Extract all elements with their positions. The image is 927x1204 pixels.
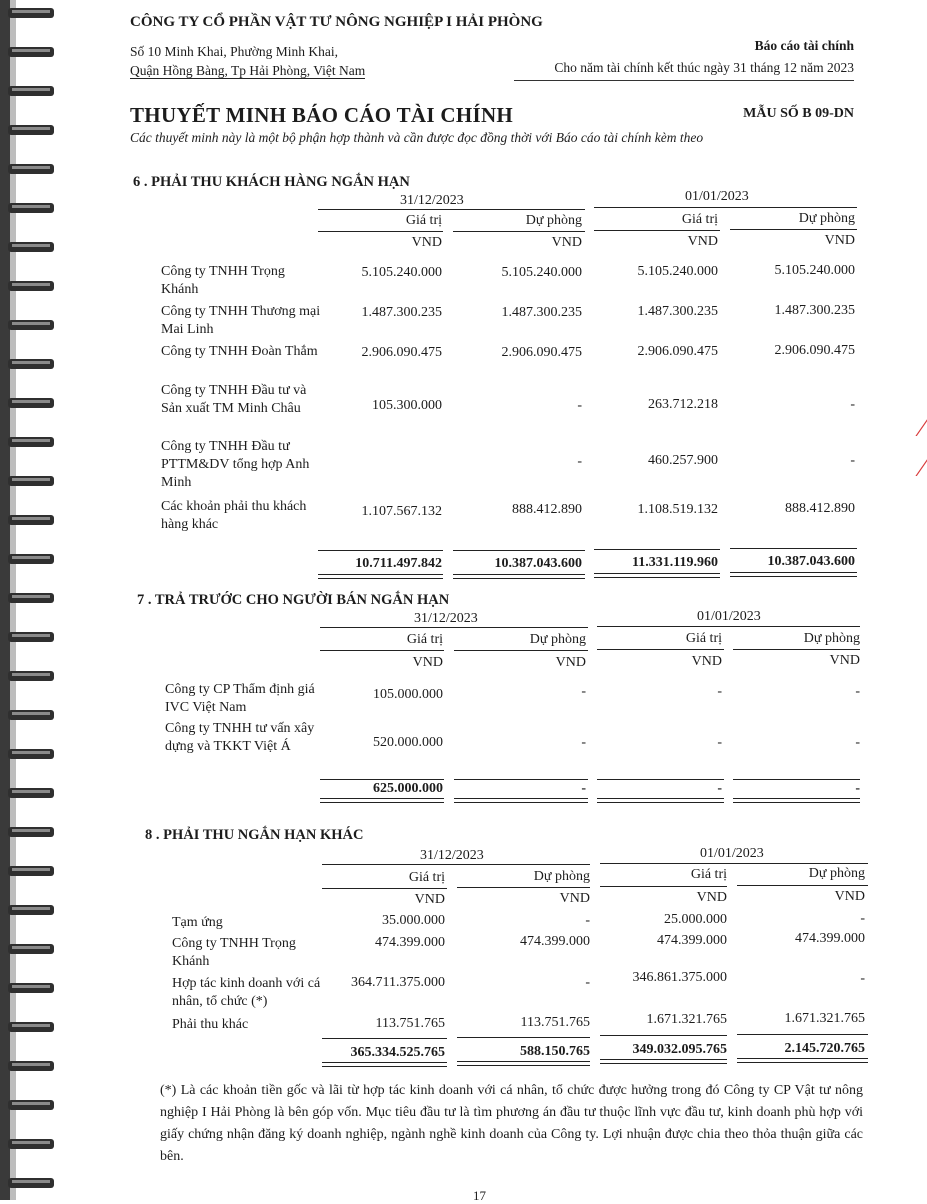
s6-row-value1: 1.107.567.132 <box>361 504 442 519</box>
s7-row-provision2: - <box>855 735 860 750</box>
s7-row-value1: 105.000.000 <box>373 687 443 702</box>
s8-total-double-rule <box>600 1059 727 1064</box>
s8-col-provision1: Dự phòng <box>533 869 590 884</box>
s6-row-value2: 2.906.090.475 <box>637 344 718 359</box>
s8-total-double-rule <box>457 1061 590 1066</box>
s7-total-value1: 625.000.000 <box>373 781 443 796</box>
s6-unit4: VND <box>824 233 855 248</box>
s6-unit2: VND <box>551 235 582 250</box>
s6-col-provision1: Dự phòng <box>525 213 582 228</box>
s8-total-provision2: 2.145.720.765 <box>784 1041 865 1056</box>
s6-total-rule <box>730 548 857 549</box>
s6-row-provision2: 888.412.890 <box>785 501 855 516</box>
s6-date2-rule <box>594 207 857 208</box>
s7-unit3: VND <box>691 654 722 669</box>
s8-total-double-rule <box>322 1062 447 1067</box>
report-title: Báo cáo tài chính <box>754 38 854 53</box>
red-ink-mark-icon: ⁄ <box>920 412 925 443</box>
s6-row-provision1: 5.105.240.000 <box>501 265 582 280</box>
s6-col-provision2: Dự phòng <box>798 211 855 226</box>
s8-row-provision2: - <box>860 971 865 986</box>
s7-unit4: VND <box>829 653 860 668</box>
s7-col-value1: Giá trị <box>406 632 443 647</box>
s6-row-label: Các khoản phải thu khách hàng khác <box>161 499 307 532</box>
s7-total-provision1: - <box>581 781 586 796</box>
s8-head-rule <box>457 887 590 888</box>
s8-row-provision1: 474.399.000 <box>520 934 590 949</box>
s7-row-provision1: - <box>581 684 586 699</box>
s7-total-double-rule <box>733 798 860 803</box>
s6-row-provision1: 1.487.300.235 <box>501 305 582 320</box>
s8-total-rule <box>322 1038 447 1039</box>
s8-total-provision1: 588.150.765 <box>520 1044 590 1059</box>
section-6-title: 6 . PHẢI THU KHÁCH HÀNG NGẮN HẠN <box>133 174 410 190</box>
s7-total-rule <box>733 779 860 780</box>
s8-row-value1: 113.751.765 <box>375 1016 445 1031</box>
s6-row-provision1: 888.412.890 <box>512 502 582 517</box>
company-address-line1: Số 10 Minh Khai, Phường Minh Khai, <box>130 44 338 59</box>
s7-col-value2: Giá trị <box>685 631 722 646</box>
s8-total-value2: 349.032.095.765 <box>632 1042 727 1057</box>
s6-total-value2: 11.331.119.960 <box>632 555 718 570</box>
s7-row-provision2: - <box>855 684 860 699</box>
s8-date1-rule <box>322 864 590 865</box>
s8-unit3: VND <box>696 890 727 905</box>
s8-row-value2: 25.000.000 <box>664 912 727 927</box>
s6-row-value2: 1.487.300.235 <box>637 304 718 319</box>
s8-row-provision1: 113.751.765 <box>520 1015 590 1030</box>
s6-col-value2: Giá trị <box>681 212 718 227</box>
s6-head-rule <box>453 231 585 232</box>
s6-row-value2: 263.712.218 <box>648 397 718 412</box>
s7-head-rule <box>454 650 588 651</box>
s8-total-rule <box>737 1034 868 1035</box>
s6-col-value1: Giá trị <box>405 213 442 228</box>
s8-date2: 01/01/2023 <box>700 846 764 861</box>
s7-total-double-rule <box>320 798 444 803</box>
s8-row-value2: 346.861.375.000 <box>632 970 727 985</box>
s7-total-double-rule <box>454 798 588 803</box>
s6-row-provision2: 5.105.240.000 <box>774 263 855 278</box>
s8-col-value1: Giá trị <box>408 870 445 885</box>
s6-total-rule <box>453 550 585 551</box>
s6-row-provision1: 2.906.090.475 <box>501 345 582 360</box>
s8-col-provision2: Dự phòng <box>808 866 865 881</box>
s6-row-value1: 5.105.240.000 <box>361 265 442 280</box>
s7-date2: 01/01/2023 <box>697 609 761 624</box>
s6-row-label: Công ty TNHH Thương mại Mai Linh <box>161 304 321 337</box>
s8-unit4: VND <box>834 889 865 904</box>
s7-date1: 31/12/2023 <box>414 611 478 626</box>
s7-head-rule <box>733 649 860 650</box>
s6-date1-rule <box>318 209 585 210</box>
s7-row-value2: - <box>717 684 722 699</box>
s7-unit2: VND <box>555 655 586 670</box>
s7-head-rule <box>597 649 724 650</box>
s6-total-double-rule <box>453 574 585 579</box>
s6-row-provision2: 1.487.300.235 <box>774 303 855 318</box>
s6-total-double-rule <box>318 574 443 579</box>
s6-row-provision1: - <box>577 398 582 413</box>
s6-row-label: Công ty TNHH Trọng Khánh <box>161 264 285 297</box>
s6-row-value2: 460.257.900 <box>648 453 718 468</box>
s8-date2-rule <box>600 863 868 864</box>
s8-row-provision2: 474.399.000 <box>795 931 865 946</box>
s6-row-label: Công ty TNHH Đoàn Thắm <box>161 344 318 359</box>
s6-row-value1: 105.300.000 <box>372 398 442 413</box>
s8-total-rule <box>457 1037 590 1038</box>
s6-unit3: VND <box>687 234 718 249</box>
s6-total-double-rule <box>594 573 720 578</box>
s7-total-rule <box>454 779 588 780</box>
s7-total-rule <box>320 779 444 780</box>
s6-row-provision2: - <box>850 453 855 468</box>
s7-head-rule <box>320 650 444 651</box>
company-address-line2: Quận Hồng Bàng, Tp Hải Phòng, Việt Nam <box>130 63 366 78</box>
s8-row-provision2: - <box>860 911 865 926</box>
s6-total-rule <box>318 550 443 551</box>
s8-row-label: Hợp tác kinh doanh với cá nhân, tổ chức (*) <box>172 976 321 1009</box>
s8-col-value2: Giá trị <box>690 867 727 882</box>
document-title: THUYẾT MINH BÁO CÁO TÀI CHÍNH <box>130 103 514 127</box>
s6-head-rule <box>594 230 720 231</box>
s7-date1-rule <box>320 627 588 628</box>
s6-unit1: VND <box>411 235 442 250</box>
header-underline <box>514 80 854 81</box>
s8-row-value1: 474.399.000 <box>375 935 445 950</box>
document-subtitle: Các thuyết minh này là một bộ phận hợp thành và cần được đọc đồng thời với Báo cáo tài chính kèm theo <box>130 130 704 145</box>
s6-row-label: Công ty TNHH Đầu tư PTTM&DV tổng hợp Anh Minh <box>161 439 310 490</box>
s7-row-label: Công ty CP Thẩm định giá IVC Việt Nam <box>165 682 315 715</box>
s8-total-double-rule <box>737 1058 868 1063</box>
s6-date1: 31/12/2023 <box>400 193 464 208</box>
s6-row-value1: 2.906.090.475 <box>361 345 442 360</box>
s6-row-provision2: - <box>850 397 855 412</box>
s6-total-rule <box>594 549 720 550</box>
s8-head-rule <box>322 888 447 889</box>
s6-head-rule <box>318 231 443 232</box>
section-7-title: 7 . TRẢ TRƯỚC CHO NGƯỜI BÁN NGẮN HẠN <box>137 592 450 608</box>
s6-total-provision1: 10.387.043.600 <box>494 556 582 571</box>
s7-row-provision1: - <box>581 735 586 750</box>
s8-total-value1: 365.334.525.765 <box>350 1045 445 1060</box>
section-8-title: 8 . PHẢI THU NGẮN HẠN KHÁC <box>145 827 364 843</box>
company-name: CÔNG TY CỔ PHẦN VẬT TƯ NÔNG NGHIỆP I HẢI PHÒNG <box>130 14 543 30</box>
s7-row-value1: 520.000.000 <box>373 735 443 750</box>
s6-row-label: Công ty TNHH Đầu tư và Sản xuất TM Minh Châu <box>161 383 307 416</box>
s6-row-value2: 1.108.519.132 <box>637 502 718 517</box>
s6-date2: 01/01/2023 <box>685 189 749 204</box>
s8-head-rule <box>737 885 868 886</box>
form-number: MẪU SỐ B 09-DN <box>743 106 854 121</box>
s6-head-rule <box>730 229 857 230</box>
s8-unit2: VND <box>559 891 590 906</box>
s8-date1: 31/12/2023 <box>420 848 484 863</box>
s6-total-provision2: 10.387.043.600 <box>767 554 855 569</box>
s7-total-double-rule <box>597 798 724 803</box>
page-number: 17 <box>473 1188 486 1203</box>
s7-unit1: VND <box>412 655 443 670</box>
s6-total-value1: 10.711.497.842 <box>355 556 442 571</box>
s7-row-value2: - <box>717 735 722 750</box>
s7-date2-rule <box>597 626 860 627</box>
footnote: (*) Là các khoản tiền gốc và lãi từ hợp tác kinh doanh với cá nhân, tổ chức được hưởng trong đó Công ty CP Vật tư nông nghiệp I Hải Phòng là bên góp vốn. Mục tiêu đầu tư là tìm phương án đầu tư thuộc lĩnh vực đầu tư, kinh doanh phù hợp với giấy chứng nhận đăng ký doanh nghiệp, ngành nghề kinh doanh của Công ty. Lợi nhuận được chia theo thỏa thuận giữa các bên. <box>160 1083 863 1164</box>
s7-col-provision1: Dự phòng <box>529 632 586 647</box>
report-period: Cho năm tài chính kết thúc ngày 31 tháng 12 năm 2023 <box>554 60 854 75</box>
s7-total-provision2: - <box>855 781 860 796</box>
s8-row-provision1: - <box>585 913 590 928</box>
s7-row-label: Công ty TNHH tư vấn xây dựng và TKKT Việt Á <box>165 721 315 754</box>
s7-total-rule <box>597 779 724 780</box>
s8-row-label: Tạm ứng <box>172 915 223 930</box>
s6-total-double-rule <box>730 572 857 577</box>
s6-row-provision1: - <box>577 454 582 469</box>
s6-row-value1: 1.487.300.235 <box>361 305 442 320</box>
s8-row-value1: 35.000.000 <box>382 913 445 928</box>
red-ink-mark-icon: ⁄ <box>920 452 925 483</box>
s8-row-value1: 364.711.375.000 <box>351 975 445 990</box>
s8-row-provision1: - <box>585 975 590 990</box>
s8-row-value2: 474.399.000 <box>657 933 727 948</box>
s8-head-rule <box>600 886 727 887</box>
s8-row-value2: 1.671.321.765 <box>646 1012 727 1027</box>
s7-col-provision2: Dự phòng <box>803 631 860 646</box>
s8-row-label: Công ty TNHH Trọng Khánh <box>172 936 296 969</box>
s8-unit1: VND <box>414 892 445 907</box>
s8-row-provision2: 1.671.321.765 <box>784 1011 865 1026</box>
s8-row-label: Phải thu khác <box>172 1017 249 1032</box>
s6-row-value2: 5.105.240.000 <box>637 264 718 279</box>
s6-row-provision2: 2.906.090.475 <box>774 343 855 358</box>
s8-total-rule <box>600 1035 727 1036</box>
s7-total-value2: - <box>717 781 722 796</box>
